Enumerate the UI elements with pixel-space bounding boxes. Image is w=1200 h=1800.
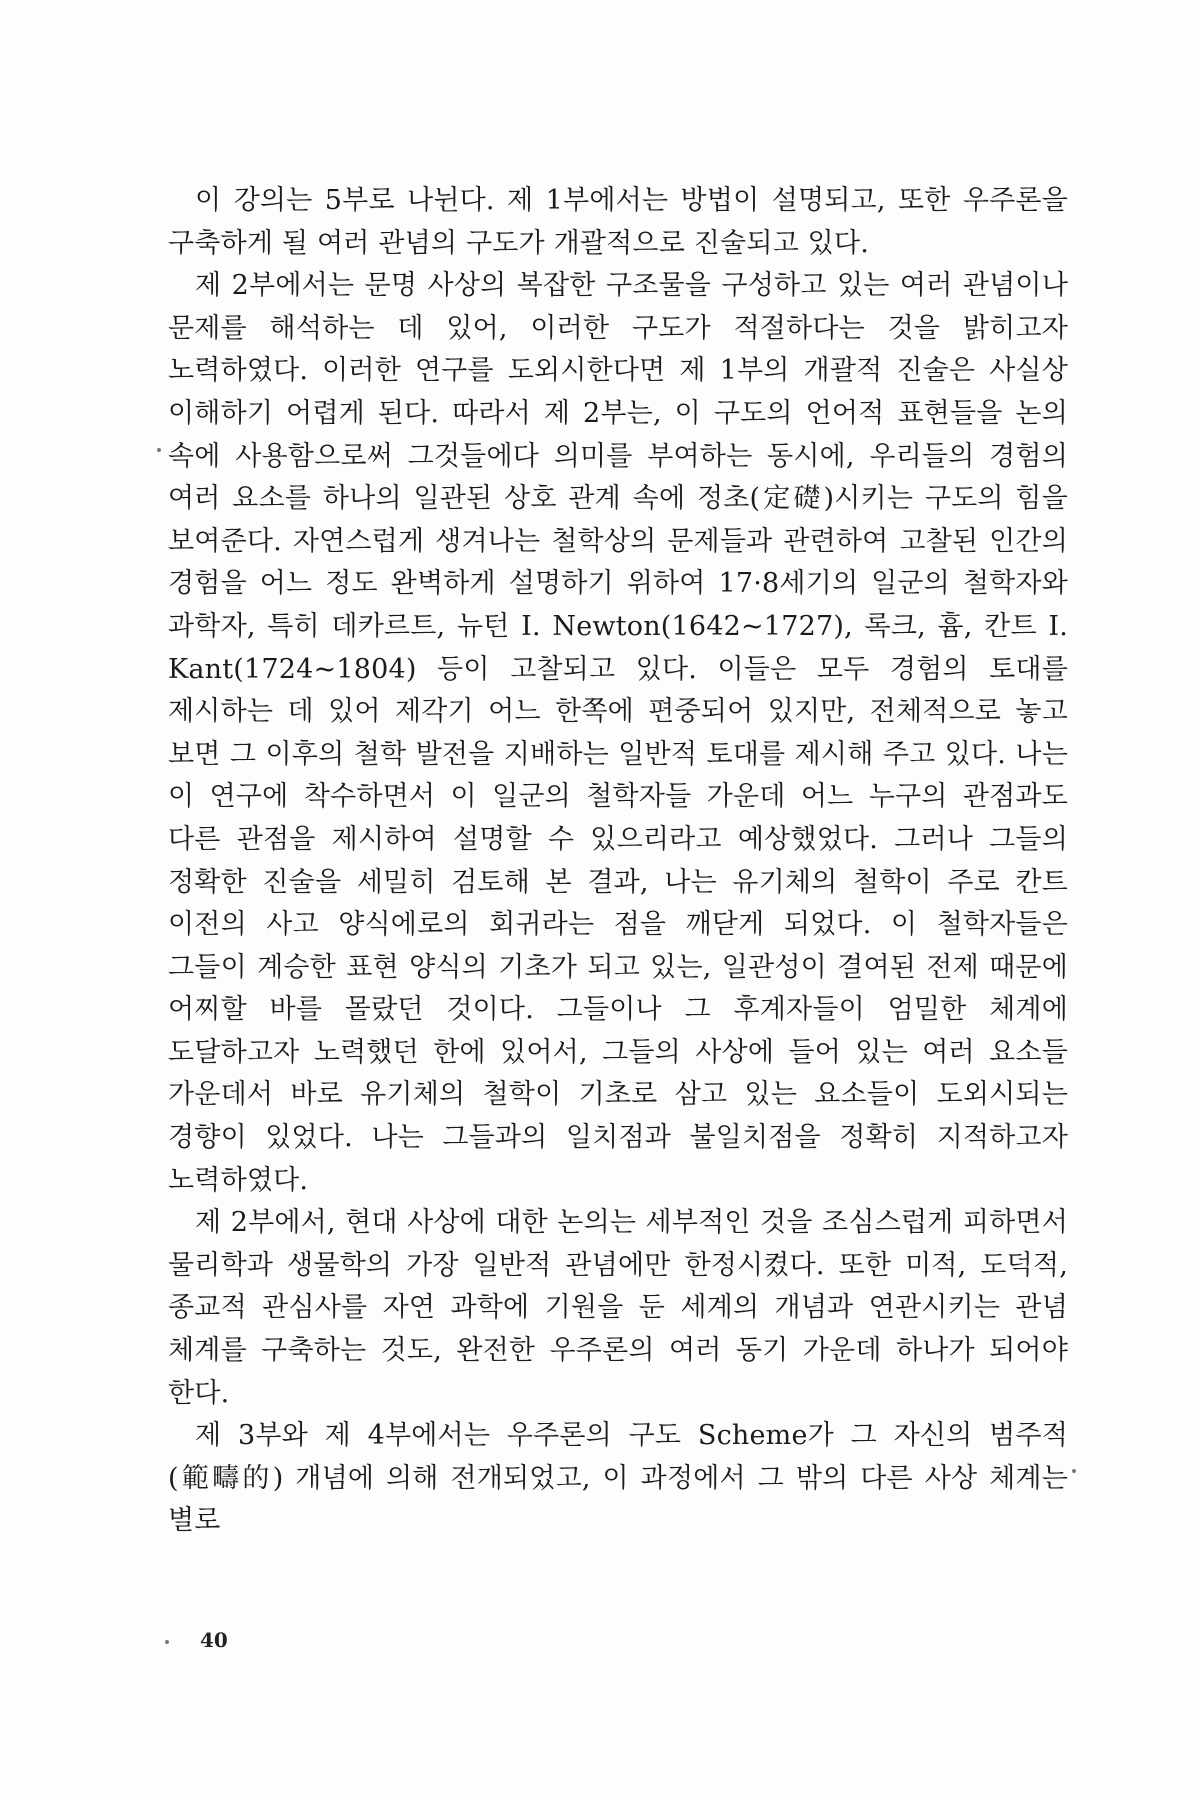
- margin-dot: [165, 1640, 169, 1644]
- paragraph-2: 제 2부에서는 문명 사상의 복잡한 구조물을 구성하고 있는 여러 관념이나 문제를 해석하는 데 있어, 이러한 구도가 적절하다는 것을 밝히고자 노력하였다. 이러한 연구를 도외시한다면 제 1부의 개괄적 진술은 사실상 이해하기 어렵게 된다. 따라서 제 2부는, 이 구도의 언어적 표현들을 논의 속에 사용함으로써 그것들에다 의미를 부여하는 동시에, 우리들의 경험의 여러 요소를 하나의 일관된 상호 관계 속에 정초(定礎)시키는 구도의 힘을 보여준다. 자연스럽게 생겨나는 철학상의 문제들과 관련하여 고찰된 인간의 경험을 어느 정도 완벽하게 설명하기 위하여 17·8세기의 일군의 철학자와 과학자, 특히 데카르트, 뉴턴 I. Newton(1642~1727), 록크, 흄, 칸트 I. Kant(1724~1804) 등이 고찰되고 있다. 이들은 모두 경험의 토대를 제시하는 데 있어 제각기 어느 한쪽에 편중되어 있지만, 전체적으로 놓고 보면 그 이후의 철학 발전을 지배하는 일반적 토대를 제시해 주고 있다. 나는 이 연구에 착수하면서 이 일군의 철학자들 가운데 어느 누구의 관점과도 다른 관점을 제시하여 설명할 수 있으리라고 예상했었다. 그러나 그들의 정확한 진술을 세밀히 검토해 본 결과, 나는 유기체의 철학이 주로 칸트 이전의 사고 양식에로의 회귀라는 점을 깨닫게 되었다. 이 철학자들은 그들이 계승한 표현 양식의 기초가 되고 있는, 일관성이 결여된 전제 때문에 어찌할 바를 몰랐던 것이다. 그들이나 그 후계자들이 엄밀한 체계에 도달하고자 노력했던 한에 있어서, 그들의 사상에 들어 있는 여러 요소들 가운데서 바로 유기체의 철학이 기초로 삼고 있는 요소들이 도외시되는 경향이 있었다. 나는 그들과의 일치점과 불일치점을 정확히 지적하고자 노력하였다.: [168, 270, 1068, 1196]
- body-text: [168, 180, 1068, 1543]
- margin-dot: [157, 448, 161, 452]
- page-number: 40: [200, 1628, 228, 1652]
- paragraph-3: 제 2부에서, 현대 사상에 대한 논의는 세부적인 것을 조심스럽게 피하면서 물리학과 생물학의 가장 일반적 관념에만 한정시켰다. 또한 미적, 도덕적, 종교적 관심사를 자연 과학에 기원을 둔 세계의 개념과 연관시키는 관념 체계를 구축하는 것도, 완전한 우주론의 여러 동기 가운데 하나가 되어야 한다.: [168, 1207, 1068, 1409]
- paragraph-1: 이 강의는 5부로 나뉜다. 제 1부에서는 방법이 설명되고, 또한 우주론을 구축하게 될 여러 관념의 구도가 개괄적으로 진술되고 있다.: [168, 185, 1068, 259]
- margin-dot: [1072, 1469, 1076, 1473]
- paragraph-4: 제 3부와 제 4부에서는 우주론의 구도 Scheme가 그 자신의 범주적(範疇的) 개념에 의해 전개되었고, 이 과정에서 그 밖의 다른 사상 체계는 별로: [168, 1420, 1068, 1537]
